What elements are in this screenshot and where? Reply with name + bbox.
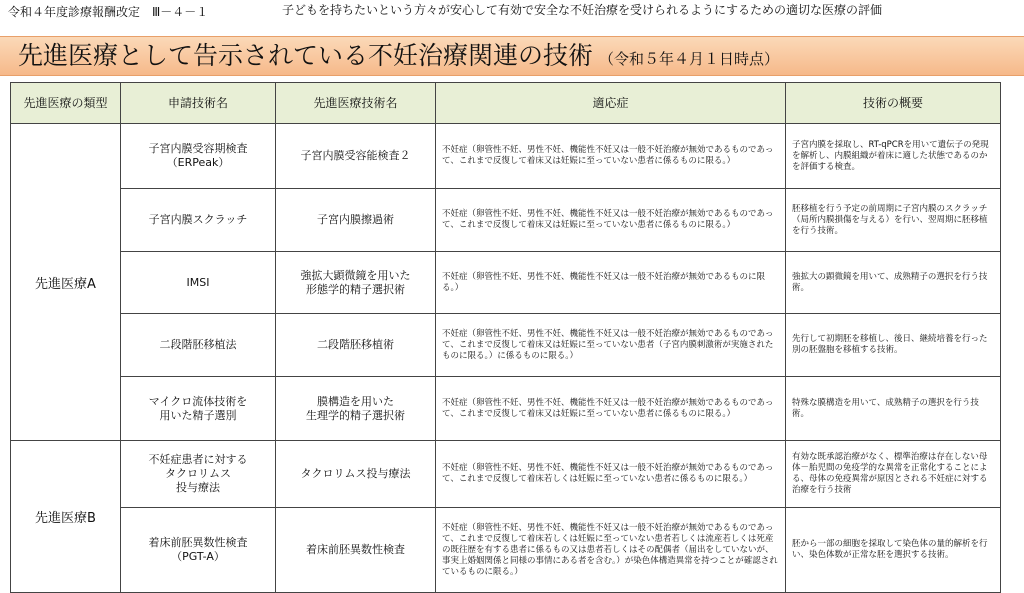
table-header-row	[11, 83, 1001, 124]
header-indication: 適応症	[436, 83, 786, 124]
as-of-date: （令和５年４月１日時点）	[599, 50, 780, 68]
title-banner	[0, 36, 1024, 76]
indication-cell: 不妊症（卵管性不妊、男性不妊、機能性不妊又は一般不妊治療が無効であるものであって、これまで反復して着床又は妊娠に至っていない患者（子宮内膜刺激術が実施されたものに限る。）に係るものに限る。）	[436, 314, 786, 377]
topic-text: 子どもを持ちたいという方々が安心して有効で安全な不妊治療を受けられるようにするための適切な医療の評価	[282, 3, 883, 17]
header-applied-name: 申請技術名	[121, 83, 276, 124]
type-cell-a: 先進医療A	[11, 124, 121, 441]
header-bar	[0, 0, 1024, 36]
overview-cell: 子宮内膜を採取し、RT-qPCRを用いて遺伝子の発現を解析し、内膜組織が着床に適した状態であるのかを評価する検査。	[786, 124, 1001, 189]
indication-cell: 不妊症（卵管性不妊、男性不妊、機能性不妊又は一般不妊治療が無効であるものに限る。）	[436, 252, 786, 314]
header-advanced-name: 先進医療技術名	[276, 83, 436, 124]
table-row	[11, 252, 1001, 314]
overview-cell: 有効な既承認治療がなく、標準治療は存在しない母体－胎児間の免疫学的な異常を正常化することによる、母体の免疫異常が原因とされる不妊症に対する治療を行う技術	[786, 441, 1001, 508]
indication-cell: 不妊症（卵管性不妊、男性不妊、機能性不妊又は一般不妊治療が無効であるものであって、これまで反復して着床又は妊娠に至っていない患者に係るものに限る。）	[436, 377, 786, 441]
overview-cell: 特殊な膜構造を用いて、成熟精子の選択を行う技術。	[786, 377, 1001, 441]
advanced-name-cell: 膜構造を用いた 生理学的精子選択術	[276, 377, 436, 441]
table-row	[11, 124, 1001, 189]
header-type: 先進医療の類型	[11, 83, 121, 124]
type-cell-b: 先進医療B	[11, 441, 121, 593]
overview-cell: 胚移植を行う予定の前周期に子宮内膜のスクラッチ（局所内膜損傷を与える）を行い、翌周期に胚移植を行う技術。	[786, 189, 1001, 252]
applied-name-cell: 子宮内膜受容期検査 （ERPeak）	[121, 124, 276, 189]
advanced-name-cell: タクロリムス投与療法	[276, 441, 436, 508]
advanced-name-cell: 子宮内膜受容能検査２	[276, 124, 436, 189]
table-row	[11, 314, 1001, 377]
overview-cell: 先行して初期胚を移植し、後日、継続培養を行った別の胚盤胞を移植する技術。	[786, 314, 1001, 377]
advanced-name-cell: 子宮内膜擦過術	[276, 189, 436, 252]
advanced-name-cell: 強拡大顕微鏡を用いた 形態学的精子選択術	[276, 252, 436, 314]
table-row	[11, 441, 1001, 508]
indication-cell: 不妊症（卵管性不妊、男性不妊、機能性不妊又は一般不妊治療が無効であるものであって、これまで反復して着床又は妊娠に至っていない患者に係るものに限る。）	[436, 124, 786, 189]
page-title	[18, 40, 779, 75]
overview-cell: 強拡大の顕微鏡を用いて、成熟精子の選択を行う技術。	[786, 252, 1001, 314]
applied-name-cell: IMSI	[121, 252, 276, 314]
title-text: 先進医療として告示されている不妊治療関連の技術	[18, 41, 594, 70]
table-row	[11, 508, 1001, 593]
indication-cell: 不妊症（卵管性不妊、男性不妊、機能性不妊又は一般不妊治療が無効であるものであって、これまで反復して着床若しくは妊娠に至っていない患者若しくは流産若しくは死産の既往歴を有する患者に係るもの又は患者若しくはその配偶者（届出をしていないが、事実上婚姻関係と同様の事情にある者を含む。）が染色体構造異常を持つことが確認されているものに限る。）	[436, 508, 786, 593]
applied-name-cell: 不妊症患者に対する タクロリムス 投与療法	[121, 441, 276, 508]
advanced-name-cell: 着床前胚異数性検査	[276, 508, 436, 593]
applied-name-cell: マイクロ流体技術を 用いた精子選別	[121, 377, 276, 441]
indication-cell: 不妊症（卵管性不妊、男性不妊、機能性不妊又は一般不妊治療が無効であるものであって、これまで反復して着床又は妊娠に至っていない患者に係るものに限る。）	[436, 189, 786, 252]
applied-name-cell: 子宮内膜スクラッチ	[121, 189, 276, 252]
table-row	[11, 189, 1001, 252]
revision-label: 令和４年度診療報酬改定 Ⅲ－４－１	[8, 5, 209, 19]
advanced-name-cell: 二段階胚移植術	[276, 314, 436, 377]
table-row	[11, 377, 1001, 441]
header-overview: 技術の概要	[786, 83, 1001, 124]
applied-name-cell: 着床前胚異数性検査 （PGT-A）	[121, 508, 276, 593]
overview-cell: 胚から一部の細胞を採取して染色体の量的解析を行い、染色体数が正常な胚を選択する技術。	[786, 508, 1001, 593]
applied-name-cell: 二段階胚移植法	[121, 314, 276, 377]
technology-table	[10, 82, 1001, 593]
indication-cell: 不妊症（卵管性不妊、男性不妊、機能性不妊又は一般不妊治療が無効であるものであって、これまで反復して着床若しくは妊娠に至っていない患者に係るものに限る。）	[436, 441, 786, 508]
